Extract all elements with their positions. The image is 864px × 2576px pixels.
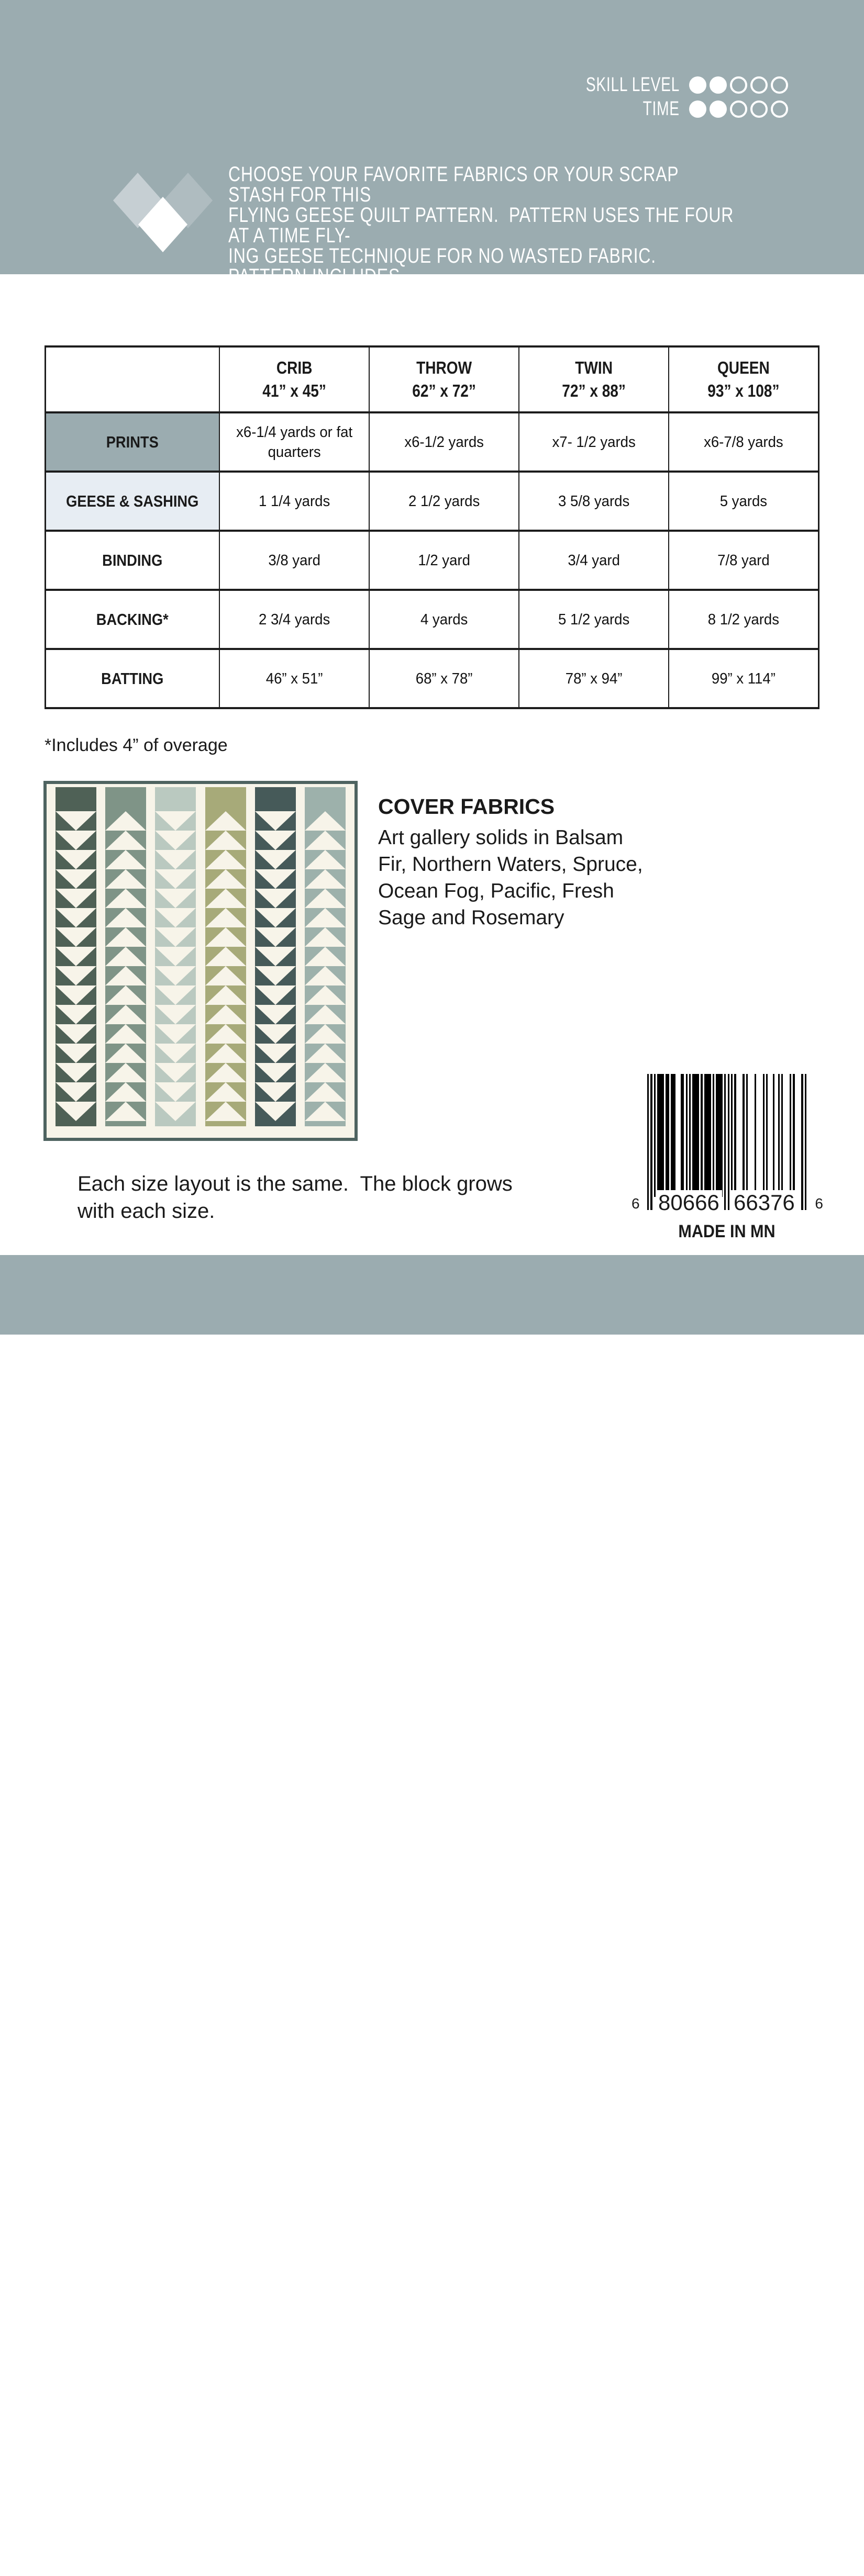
table-row [46,531,819,590]
barcode-bar [650,1074,652,1210]
flying-goose-triangle [105,850,146,869]
barcode-bar [709,1074,711,1197]
flying-goose-triangle [105,947,146,966]
flying-goose-triangle [305,850,346,869]
barcode-bar [778,1074,780,1197]
barcode-bar [667,1074,669,1197]
flying-goose-triangle [205,947,246,966]
flying-goose-triangle [305,1005,346,1024]
rating-dot-filled [710,76,727,94]
row-label-backing-: BACKING* [46,590,219,649]
flying-goose-triangle [305,1063,346,1082]
table-header [46,346,819,412]
barcode-bar [721,1074,723,1197]
flying-goose-triangle [255,966,296,985]
table-cell: 2 3/4 yards [219,590,369,649]
flying-goose-triangle [155,831,196,850]
flying-goose-triangle [105,1063,146,1082]
quilt-column-up [205,787,246,1126]
row-label-geese-sashing: GEESE & SASHING [46,472,219,531]
cover-fabrics-line: Art gallery solids in Balsam [378,826,624,849]
flying-goose-triangle [105,889,146,908]
table-cell: x6-1/4 yards or fat quarters [219,412,369,472]
table-cell: 46” x 51” [219,649,369,708]
time-dots [689,100,788,118]
rating-dot-empty [730,100,747,118]
quilt-column-up [105,787,146,1126]
quilt-cover-image [43,781,358,1141]
table-cell: 7/8 yard [669,531,818,590]
barcode-bar [805,1074,806,1210]
table-cell: 1 1/4 yards [219,472,369,531]
row-label-binding: BINDING [46,531,219,590]
flying-goose-triangle [155,811,196,831]
flying-goose-triangle [205,1063,246,1082]
table-row [46,412,819,472]
quilt-column-down [56,787,96,1126]
flying-goose-triangle [56,811,96,831]
rating-dot-filled [710,100,727,118]
column-header-crib: CRIB 41” x 45” [219,346,369,412]
flying-goose-triangle [205,850,246,869]
copyright-line2: EMILY DENNIS CREATIVE, LLC [543,2552,792,2574]
flying-goose-triangle [205,1102,246,1121]
time-rating [630,98,788,120]
flying-goose-triangle [155,850,196,869]
copyright-text [537,2524,798,2576]
flying-goose-triangle [155,1024,196,1044]
flying-goose-triangle [105,831,146,850]
size-layout-note [77,1170,513,1225]
flying-goose-triangle [255,1044,296,1063]
cover-fabrics-line: Fir, Northern Waters, Spruce, [378,853,643,876]
flying-goose-triangle [155,966,196,985]
upc-barcode [632,1074,823,1241]
flying-goose-triangle [305,831,346,850]
table-cell: 3/4 yard [519,531,669,590]
barcode-bar [766,1074,768,1197]
flying-goose-triangle [305,947,346,966]
quilt-flying-geese-columns [47,784,355,1138]
barcode-bars [647,1074,806,1210]
table-row [46,590,819,649]
quilt-column-up [305,787,346,1126]
table-cell: x7- 1/2 yards [519,412,669,472]
header-band [0,0,864,329]
table-cell: 5 1/2 yards [519,590,669,649]
rating-dot-empty [730,76,747,94]
flying-goose-triangle [105,811,146,831]
flying-goose-triangle [305,811,346,831]
table-cell: 2 1/2 yards [369,472,519,531]
row-label-prints: PRINTS [46,412,219,472]
flying-goose-triangle [56,1102,96,1121]
table-body [46,412,819,708]
barcode-bar [662,1074,664,1197]
barcode-bar [801,1074,803,1210]
flying-goose-triangle [56,831,96,850]
skill-level-label: SKILL LEVEL [585,74,680,96]
table-cell: 8 1/2 yards [669,590,818,649]
table-cell: 3/8 yard [219,531,369,590]
barcode-bar [689,1074,691,1197]
flying-goose-triangle [205,811,246,831]
rating-dot-filled [689,76,706,94]
flying-goose-triangle [205,985,246,1005]
size-note-line: with each size. [77,1200,215,1223]
flying-goose-triangle [205,1044,246,1063]
flying-goose-triangle [155,1082,196,1102]
column-header-throw: THROW 62” x 72” [369,346,519,412]
flying-goose-triangle [155,889,196,908]
flying-goose-triangle [56,889,96,908]
flying-goose-triangle [255,889,296,908]
cover-fabrics-section [378,794,643,931]
flying-goose-triangle [305,1024,346,1044]
flying-goose-triangle [255,1005,296,1024]
barcode-digits-group2: 66376 [731,1190,797,1215]
cover-fabrics-line: Ocean Fog, Pacific, Fresh [378,880,614,902]
description-line: ING GEESE TECHNIQUE FOR NO WASTED FABRIC. PATTERN INCLUDES [228,244,667,288]
flying-goose-triangle [305,1102,346,1121]
flying-goose-triangle [155,1044,196,1063]
barcode-bar [697,1074,699,1197]
flying-goose-triangle [155,927,196,947]
flying-goose-triangle [105,908,146,927]
flying-goose-triangle [155,1102,196,1121]
description-line: FLYING GEESE QUILT PATTERN. PATTERN USES THE FOUR AT A TIME FLY- [228,204,738,247]
rating-dot-filled [689,100,706,118]
flying-goose-triangle [105,927,146,947]
flying-goose-triangle [155,869,196,889]
barcode-bar [674,1074,675,1197]
fabric-requirements-table [45,345,819,709]
flying-goose-triangle [105,1005,146,1024]
flying-goose-triangle [255,947,296,966]
barcode-bar [746,1074,748,1197]
barcode-bar [793,1074,794,1197]
flying-goose-triangle [205,1005,246,1024]
barcode-bar [781,1074,783,1197]
flying-goose-triangle [255,1024,296,1044]
barcode-bar [713,1074,714,1197]
table-cell: 5 yards [669,472,818,531]
flying-goose-triangle [155,985,196,1005]
flying-goose-triangle [105,966,146,985]
flying-goose-triangle [305,869,346,889]
flying-goose-triangle [255,985,296,1005]
made-in-label: MADE IN MN [678,1222,776,1241]
flying-goose-triangle [56,908,96,927]
rating-dot-empty [771,76,788,94]
skill-level-dots [689,76,788,94]
flying-goose-triangle [255,1063,296,1082]
barcode-bar [755,1074,756,1197]
barcode-bar [724,1074,726,1210]
flying-goose-triangle [105,1044,146,1063]
barcode-digit-left: 6 [632,1195,640,1212]
time-label: TIME [643,98,680,120]
flying-goose-triangle [255,927,296,947]
barcode-bar [790,1074,791,1197]
flying-goose-triangle [255,811,296,831]
flying-goose-triangle [255,1102,296,1121]
flying-goose-triangle [305,908,346,927]
flying-goose-triangle [105,985,146,1005]
barcode-bar [654,1074,656,1197]
barcode-bar [728,1074,729,1210]
table-cell: 1/2 yard [369,531,519,590]
flying-goose-triangle [305,1082,346,1102]
flying-goose-triangle [155,908,196,927]
flying-goose-triangle [305,985,346,1005]
column-header-queen: QUEEN 93” x 108” [669,346,818,412]
table-cell: x6-1/2 yards [369,412,519,472]
overage-note: *Includes 4” of overage [45,735,228,755]
table-corner-cell [46,346,219,412]
heart-diamonds-logo-icon [113,173,213,252]
copyright-line1: © 2020 ALL RIGHTS RESERVED, [537,2526,798,2548]
flying-goose-triangle [205,908,246,927]
flying-goose-triangle [56,1063,96,1082]
quilt-column-down [155,787,196,1126]
rating-dot-empty [750,100,768,118]
flying-goose-triangle [205,889,246,908]
table-cell: 3 5/8 yards [519,472,669,531]
flying-goose-triangle [255,908,296,927]
flying-goose-triangle [155,947,196,966]
flying-goose-triangle [205,927,246,947]
flying-goose-triangle [56,1082,96,1102]
size-note-line: Each size layout is the same. The block grows [77,1172,513,1195]
flying-goose-triangle [155,1005,196,1024]
flying-goose-triangle [56,1005,96,1024]
flying-goose-triangle [205,1024,246,1044]
barcode-bar [773,1074,774,1197]
table-row [46,472,819,531]
row-label-batting: BATTING [46,649,219,708]
barcode-bar [701,1074,702,1197]
flying-goose-triangle [255,831,296,850]
flying-goose-triangle [56,966,96,985]
rating-dot-empty [771,100,788,118]
barcode-bar [734,1074,736,1197]
table-cell: 4 yards [369,590,519,649]
flying-goose-triangle [105,1024,146,1044]
cover-fabrics-title: COVER FABRICS [378,794,555,819]
footer-band [0,1255,864,2574]
cover-fabrics-line: Sage and Rosemary [378,906,564,929]
barcode-bar [731,1074,733,1197]
flying-goose-triangle [105,1082,146,1102]
flying-goose-triangle [305,927,346,947]
barcode-bar [743,1074,744,1197]
flying-goose-triangle [56,850,96,869]
flying-goose-triangle [205,831,246,850]
flying-goose-triangle [205,1082,246,1102]
table-cell: 78” x 94” [519,649,669,708]
flying-goose-triangle [305,1044,346,1063]
flying-goose-triangle [205,966,246,985]
description-line: INSTRUCTIONS TO MAKE EACH COLUMN FROM YOUR SCRAPS. [228,285,692,329]
flying-goose-triangle [305,966,346,985]
skill-level-rating [553,74,788,96]
barcode-bar [686,1074,688,1197]
column-header-twin: TWIN 72” x 88” [519,346,669,412]
flying-goose-triangle [56,927,96,947]
flying-goose-triangle [56,985,96,1005]
description-line: CHOOSE YOUR FAVORITE FABRICS OR YOUR SCRAP STASH FOR THIS [228,163,684,206]
flying-goose-triangle [56,947,96,966]
table-row [46,649,819,708]
flying-goose-triangle [56,1044,96,1063]
barcode-bar [682,1074,684,1197]
table-cell: x6-7/8 yards [669,412,818,472]
barcode-digits-group1: 80666 [656,1190,722,1215]
pattern-description [228,164,737,328]
flying-goose-triangle [255,1082,296,1102]
flying-goose-triangle [255,850,296,869]
flying-goose-triangle [105,869,146,889]
table-cell: 99” x 114” [669,649,818,708]
barcode-digit-right: 6 [815,1195,823,1212]
flying-goose-triangle [305,889,346,908]
flying-goose-triangle [155,1063,196,1082]
rating-dot-empty [750,76,768,94]
barcode-bar [647,1074,649,1210]
table-cell: 68” x 78” [369,649,519,708]
flying-goose-triangle [205,869,246,889]
flying-goose-triangle [255,869,296,889]
flying-goose-triangle [56,869,96,889]
barcode-bar [763,1074,765,1197]
flying-goose-triangle [56,1024,96,1044]
flying-goose-triangle [105,1102,146,1121]
cover-fabrics-description [378,824,643,931]
quilt-column-down [255,787,296,1126]
